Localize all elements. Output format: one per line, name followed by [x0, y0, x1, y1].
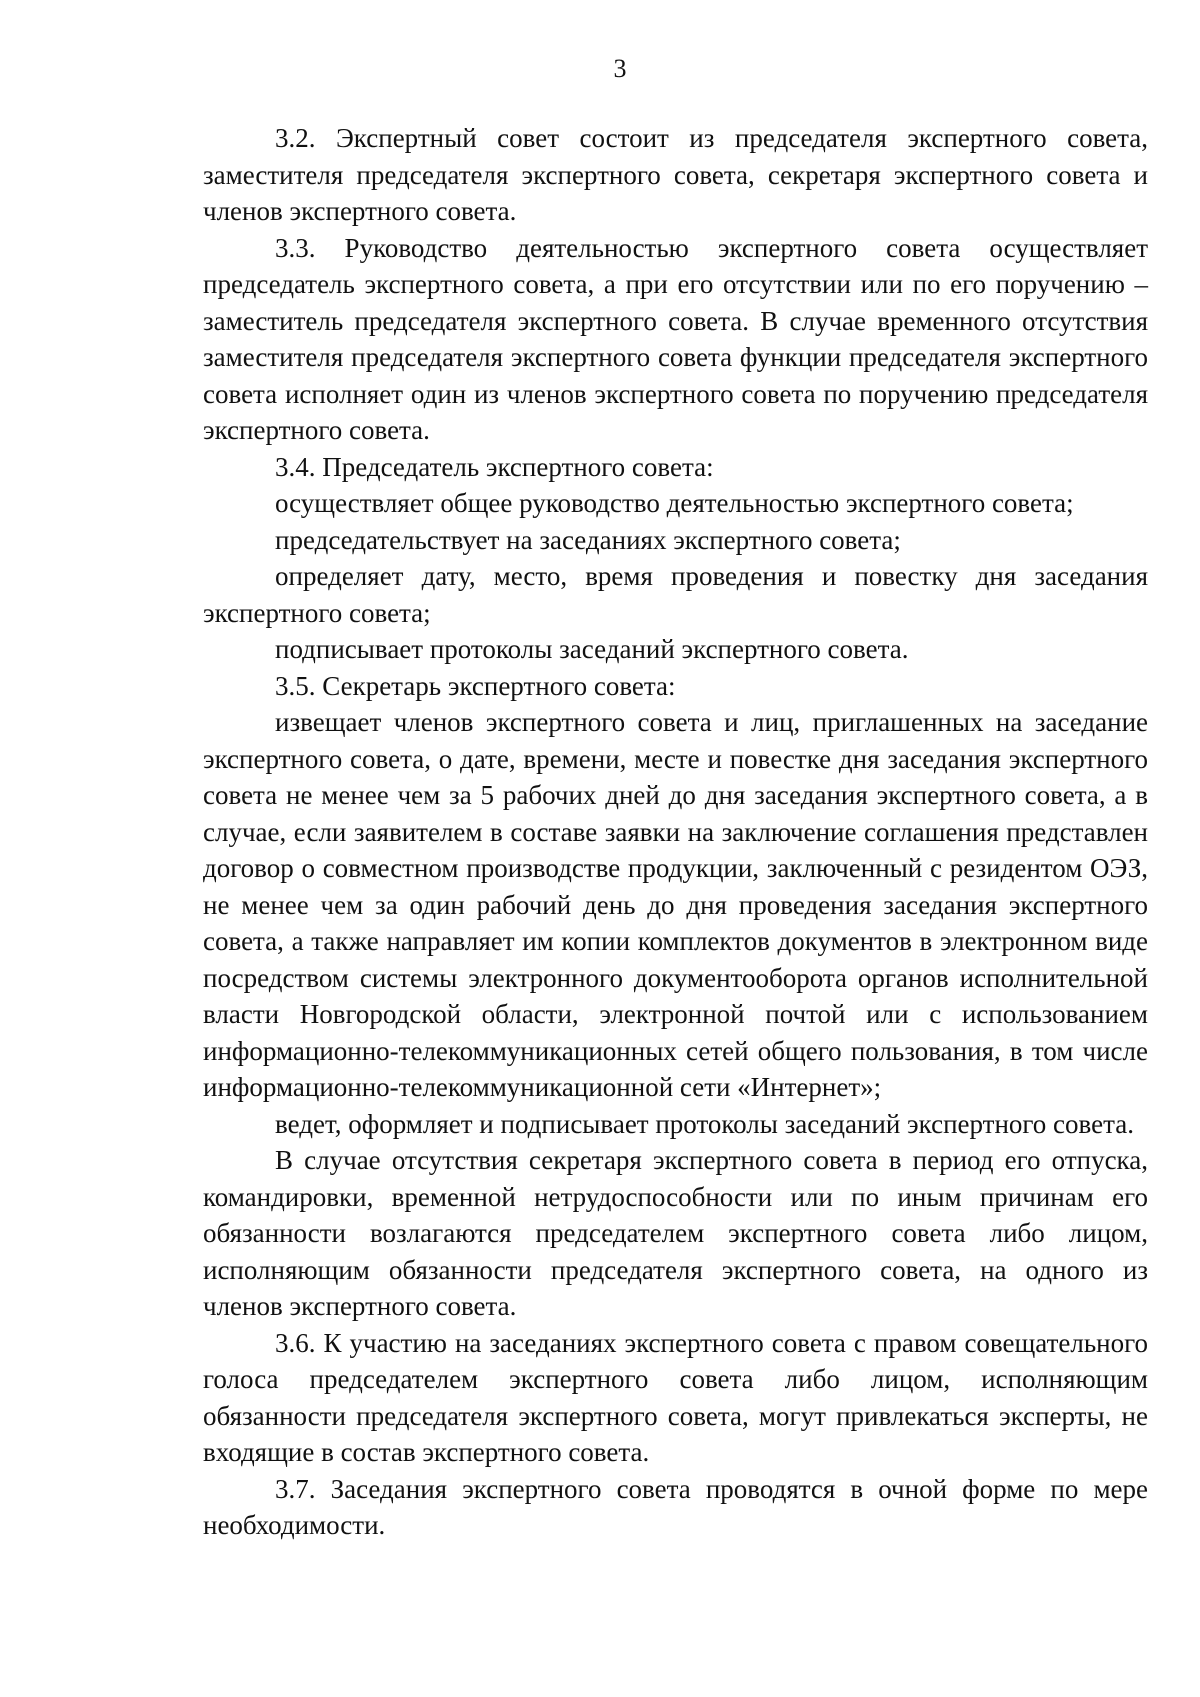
paragraph-3-5-item-2: ведет, оформляет и подписывает протоколы заседаний экспертного совета. [275, 1108, 1134, 1139]
paragraph-3-3: 3.3. Руководство деятельностью экспертного совета осуществляет председатель экспертного совета, а при его отсутствии или по его поручению – заместитель председателя экспертного совета. В случае временного отсутствия заместителя председателя экспертного совета функции председателя экспертного совета исполняет один из членов экспертного совета по поручению председателя экспертного совета. [203, 232, 1148, 445]
document-body [203, 120, 1148, 1544]
paragraph-3-4-heading: 3.4. Председатель экспертного совета: [275, 451, 714, 482]
paragraph-3-5-item-1: извещает членов экспертного совета и лиц, приглашенных на заседание экспертного совета, о дате, времени, месте и повестке дня заседания экспертного совета не менее чем за 5 рабочих дней до дня заседания экспертного совета, а в случае, если заявителем в составе заявки на заключение соглашения представлен договор о совместном производстве продукции, заключенный с резидентом ОЭЗ, не менее чем за один рабочий день до дня проведения заседания экспертного совета, а также направляет им копии комплектов документов в электронном виде посредством системы электронного документооборота органов исполнительной власти Новгородской области, электронной почтой или с использованием информационно-телекоммуникационных сетей общего пользования, в том числе информационно-телекоммуникационной сети «Интернет»; [203, 707, 1148, 1102]
paragraph-3-2: 3.2. Экспертный совет состоит из председателя экспертного совета, заместителя председателя экспертного совета, секретаря экспертного совета и членов экспертного совета. [203, 123, 1148, 226]
paragraph-3-6: 3.6. К участию на заседаниях экспертного совета с правом совещательного голоса председателем экспертного совета либо лицом, исполняющим обязанности председателя экспертного совета, могут привлекаться эксперты, не входящие в состав экспертного совета. [203, 1327, 1148, 1467]
paragraph-3-4-item-2: председательствует на заседаниях экспертного совета; [275, 524, 901, 555]
paragraph-3-4-item-3: определяет дату, место, время проведения и повестку дня заседания экспертного совета; [203, 561, 1148, 628]
paragraph-3-5-substitution: В случае отсутствия секретаря экспертного совета в период его отпуска, командировки, временной нетрудоспособности или по иным причинам его обязанности возлагаются председателем экспертного совета либо лицом, исполняющим обязанности председателя экспертного совета, на одного из членов экспертного совета. [203, 1145, 1148, 1321]
paragraph-3-4-item-1: осуществляет общее руководство деятельностью экспертного совета; [275, 488, 1074, 518]
page-number: 3 [613, 54, 627, 83]
paragraph-3-4-item-4: подписывает протоколы заседаний экспертного совета. [275, 634, 909, 664]
paragraph-3-7: 3.7. Заседания экспертного совета проводятся в очной форме по мере необходимости. [203, 1473, 1148, 1540]
paragraph-3-5-heading: 3.5. Секретарь экспертного совета: [275, 670, 676, 701]
